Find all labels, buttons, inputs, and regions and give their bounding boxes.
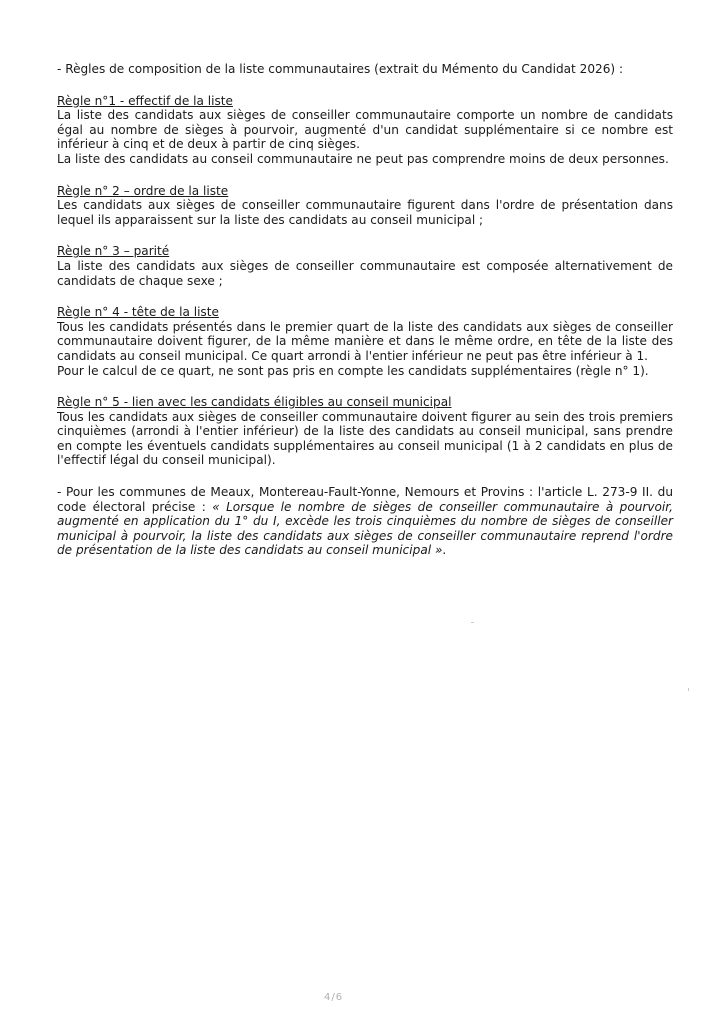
rule-5 bbox=[57, 395, 673, 468]
rule-4-paragraph-1: Tous les candidats présentés dans le premier quart de la liste des candidats aux sièges de conseiller communautaire doivent figurer, de la même manière et dans le même ordre, en tête de la liste des candidats au conseil municipal. Ce quart arrondi à l'entier inférieur ne peut pas être inférieur à 1. bbox=[57, 319, 673, 363]
rule-4 bbox=[57, 305, 673, 378]
rule-4-title: Règle n° 4 - tête de la liste bbox=[57, 305, 219, 320]
rule-1-paragraph-1: La liste des candidats aux sièges de conseiller communautaire comporte un nombre de candidats égal au nombre de sièges à pourvoir, augmenté d'un candidat supplémentaire si ce nombre est inférieur à cinq et de deux à partir de cinq sièges. bbox=[57, 108, 673, 152]
closing-paragraph bbox=[57, 485, 673, 558]
rule-2-paragraph-1: Les candidats aux sièges de conseiller communautaire figurent dans l'ordre de présentation dans lequel ils apparaissent sur la liste des candidats au conseil municipal ; bbox=[57, 198, 673, 227]
page-number-mark: 4/6 bbox=[324, 992, 344, 1003]
scan-speck bbox=[471, 622, 474, 623]
legal-quote: « Lorsque le nombre de sièges de conseiller communautaire à pourvoir, augmenté en application du 1° du I, excède les trois cinquièmes du nombre de sièges de conseiller municipal à pourvoir, la liste des candidats aux sièges de conseiller communautaire reprend l'ordre de présentation de la liste des candidats au conseil municipal » bbox=[57, 499, 673, 558]
rule-3-title: Règle n° 3 – parité bbox=[57, 244, 170, 259]
rule-1-title: Règle n°1 - effectif de la liste bbox=[57, 93, 233, 108]
intro-line: - Règles de composition de la liste communautaires (extrait du Mémento du Candidat 2026) : bbox=[57, 62, 624, 76]
rule-5-paragraph-1: Tous les candidats aux sièges de conseiller communautaire doivent figurer au sein des trois premiers cinquièmes (arrondi à l'entier inférieur) de la liste des candidats au conseil municipal, sans prendre en compte les éventuels candidats supplémentaires au conseil municipal (1 à 2 candidats en plus de l'effectif légal du conseil municipal). bbox=[57, 409, 673, 468]
rule-4-paragraph-2: Pour le calcul de ce quart, ne sont pas pris en compte les candidats supplémentaires (règle n° 1). bbox=[57, 363, 649, 378]
rule-5-title: Règle n° 5 - lien avec les candidats éligibles au conseil municipal bbox=[57, 395, 452, 410]
rule-1 bbox=[57, 94, 673, 167]
rule-2-title: Règle n° 2 – ordre de la liste bbox=[57, 183, 229, 198]
closing-tail: . bbox=[442, 543, 447, 558]
rule-3-paragraph-1: La liste des candidats aux sièges de conseiller communautaire est composée alternativement de candidats de chaque sexe ; bbox=[57, 258, 673, 288]
rule-2 bbox=[57, 184, 673, 228]
rule-1-paragraph-2: La liste des candidats au conseil communautaire ne peut pas comprendre moins de deux personnes. bbox=[57, 151, 669, 166]
scan-speck bbox=[688, 688, 689, 691]
closing-lead: - Pour les communes de Meaux, Montereau-Fault-Yonne, Nemours et Provins : l'article L. 273-9 II. du code électoral précise : bbox=[57, 485, 673, 514]
rule-3 bbox=[57, 244, 673, 288]
document-page bbox=[57, 62, 673, 558]
